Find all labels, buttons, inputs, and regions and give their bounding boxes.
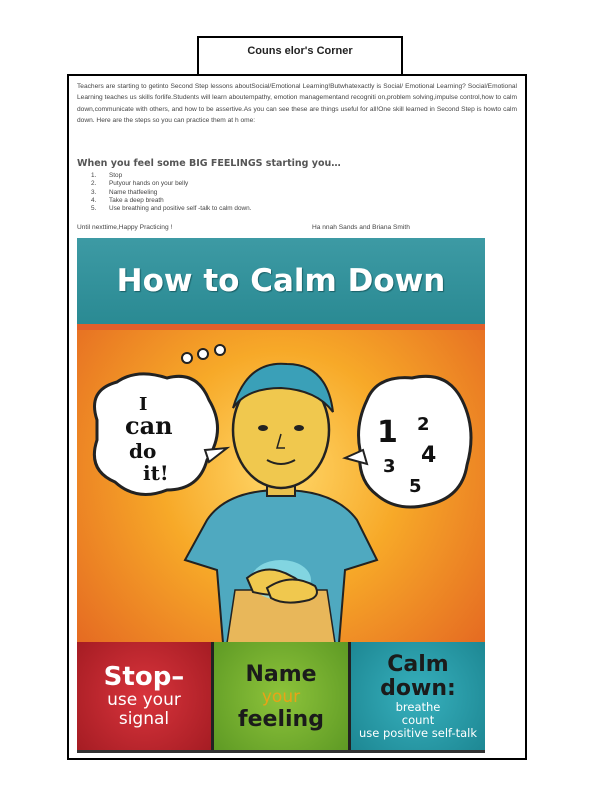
step-item: 4. Take a deep breath <box>91 196 164 204</box>
poster-footer <box>77 750 485 753</box>
stop-sublabel: use your <box>107 689 181 710</box>
count-number: 2 <box>417 414 430 435</box>
closing-text: Until nexttime,Happy Practicing ! <box>77 224 173 231</box>
bubble-word: do <box>129 439 157 463</box>
closing-line <box>77 224 517 231</box>
poster-title: How to Calm Down <box>116 263 446 299</box>
step-item: 1. Stop <box>91 172 123 179</box>
stop-label: Stop– <box>103 661 185 692</box>
counselors-corner-title: Couns elor's Corner <box>197 36 403 74</box>
newsletter-box <box>67 74 527 760</box>
how-to-calm-down-poster <box>77 238 485 753</box>
child-illustration <box>77 330 485 643</box>
name-sublabel: your <box>261 686 301 707</box>
calm-label: Calm <box>387 651 449 677</box>
stop-panel <box>77 642 211 750</box>
calm-label: down: <box>380 675 456 701</box>
bubble-word: I <box>139 394 148 415</box>
poster-header <box>77 238 485 330</box>
intro-paragraph: Teachers are starting to getinto Second Step lessons aboutSocial/Emotional Learning!Butwhatexactly is Social/ Emotional Learning? Social/Emotional Learning teaches us skills forlife.Students will learn aboutempathy, emotion managementand recogniti on,problem solving,impulse control,how to calm down,communicate with others, and how to be assertive.As you can see these are things useful for all!One skill learned in Second Step is howto calm down. Here are the steps so you can practice them at h ome: <box>77 83 517 125</box>
calm-sublabel: count <box>401 712 435 727</box>
calm-sublabel: breathe <box>395 699 441 714</box>
name-label: Name <box>245 661 317 687</box>
calm-down-panels <box>77 642 485 750</box>
count-number: 5 <box>409 476 422 497</box>
step-item: 5. Use breathing and positive self -talk to calm down. <box>91 205 252 213</box>
poster-illustration <box>77 330 485 643</box>
count-number: 4 <box>421 443 437 468</box>
step-item: 3. Name thatfeeling <box>91 188 158 196</box>
step-item: 2. Putyour hands on your belly <box>91 180 189 188</box>
bubble-word: it! <box>143 461 169 485</box>
calm-down-steps <box>91 172 251 213</box>
stop-sublabel: signal <box>118 708 170 729</box>
bubble-word: can <box>125 411 173 440</box>
name-feeling-panel <box>214 642 348 750</box>
big-feelings-heading: When you feel some BIG FEELINGS starting you… <box>77 158 341 169</box>
calm-down-panel <box>351 642 485 750</box>
signature: Ha nnah Sands and Briana Smith <box>312 224 410 231</box>
count-number: 1 <box>377 415 398 450</box>
count-number: 3 <box>383 456 396 477</box>
feeling-label: feeling <box>238 706 324 732</box>
calm-sublabel: use positive self-talk <box>358 725 477 740</box>
